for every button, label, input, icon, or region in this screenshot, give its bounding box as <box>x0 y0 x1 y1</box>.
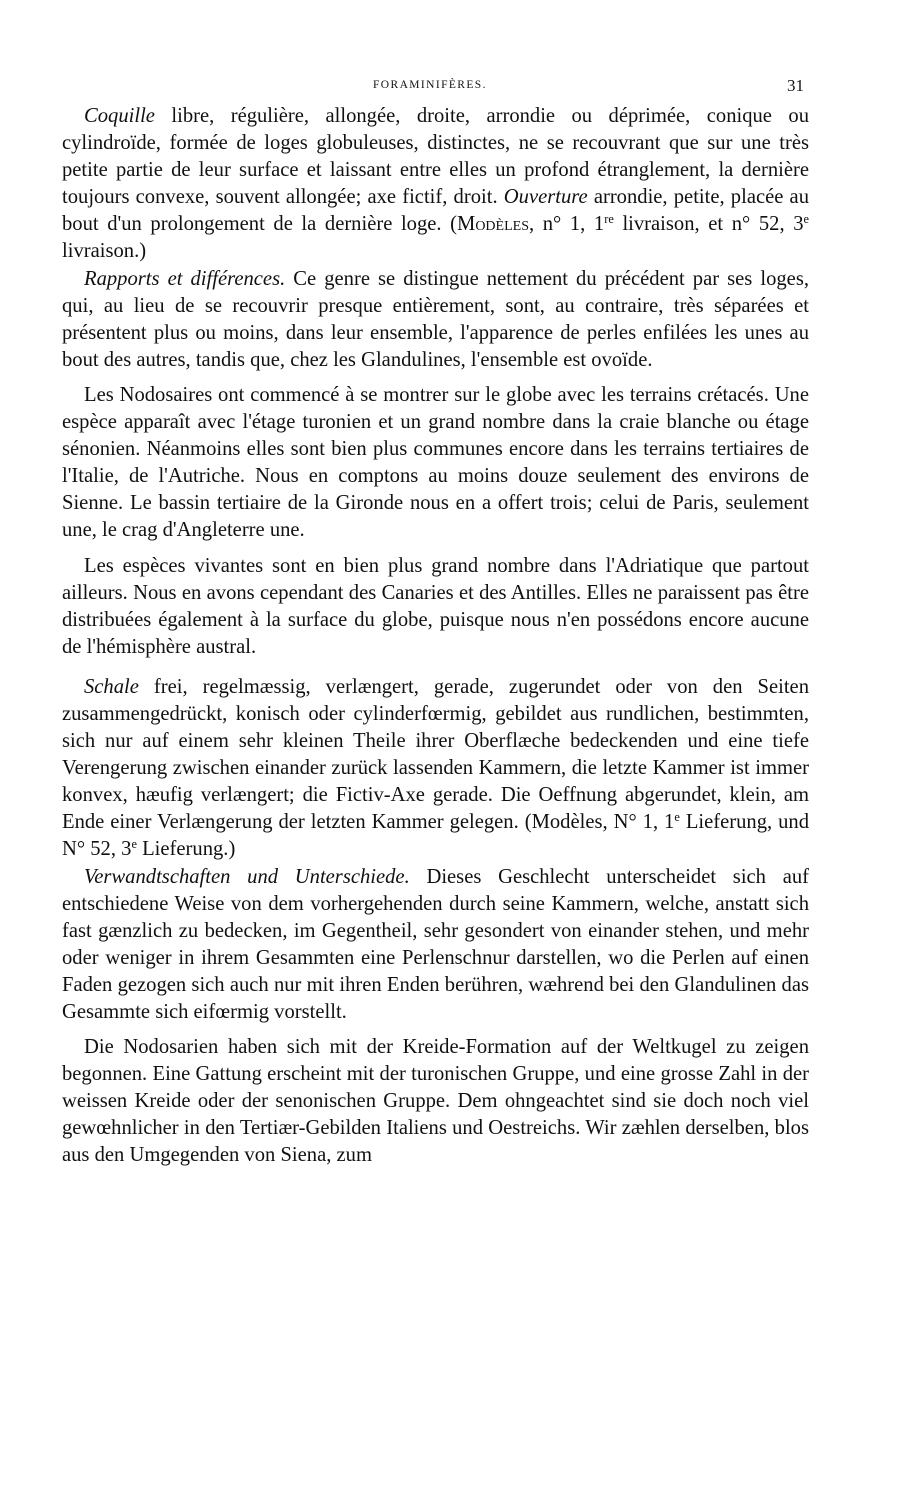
term-schale: Schale <box>84 675 139 698</box>
french-description-paragraph: Coquille libre, régulière, allongée, droite, arrondie ou déprimée, conique ou cylindroïde, formée de loges globuleuses, distinctes, ne se recouvrant que sur une très petite partie de leur surface et laissant entre elles un profond étranglement, la dernière toujours convexe, souvent allongée; axe fictif, droit. Ouverture arrondie, petite, placée au bout d'un prolongement de la dernière loge. (Modèles, n° 1, 1re livraison, et n° 52, 3e livraison.) <box>62 105 809 263</box>
running-head <box>0 76 900 98</box>
german-description-paragraph: Schale frei, regelmæssig, verlængert, gerade, zugerundet oder von den Seiten zusammengedrückt, konisch oder cylinderfœrmig, gebildet aus rundlichen, bestimmten, sich nur auf einem sehr kleinen Theile ihrer Oberflæche bedeckenden und eine tiefe Verengerung zwischen einander zurück lassenden Kammern, die letzte Kammer ist immer konvex, hæufig verlængert; die Fictiv-Axe gerade. Die Oeffnung abgerundet, klein, am Ende einer Verlængerung der letzten Kammer gelegen. (Modèles, N° 1, 1e Lieferung, und N° 52, 3e Lieferung.) <box>62 675 809 861</box>
page-number: 31 <box>787 76 804 95</box>
term-verwandtschaften: Verwandtschaften und Unterschiede. <box>84 865 410 888</box>
term-coquille: Coquille <box>84 105 155 127</box>
term-ouverture: Ouverture <box>503 186 588 209</box>
body-text <box>62 103 809 1170</box>
french-living-paragraph: Les espèces vivantes sont en bien plus grand nombre dans l'Adriatique que partout ailleurs. Nous en avons cependant des Canaries et des Antilles. Elles ne paraissent pas être distribuées également à la surface du globe, puisque nous n'en possédons encore aucune de l'hémisphère austral. <box>62 554 809 658</box>
term-rapports: Rapports et différences. <box>84 267 286 290</box>
running-title: FORAMINIFÈRES. <box>373 79 487 91</box>
german-fossil-paragraph: Die Nodosarien haben sich mit der Kreide-Formation auf der Weltkugel zu zeigen begonnen. Eine Gattung erscheint mit der turonischen Gruppe, und eine grosse Zahl in der weissen Kreide oder der senonischen Gruppe. Dem ohngeachtet sind sie doch noch viel gewœhnlicher in den Tertiær-Gebilden Italiens und Oestreichs. Wir zæhlen derselben, blos aus den Umgegenden von Siena, zum <box>62 1036 809 1167</box>
french-fossil-paragraph: Les Nodosaires ont commencé à se montrer sur le globe avec les terrains crétacés. Une espèce apparaît avec l'étage turonien et un grand nombre dans la craie blanche ou étage sénonien. Néanmoins elles sont bien plus communes encore dans les terrains tertiaires de l'Italie, de l'Autriche. Nous en comptons au moins douze seulement des environs de Sienne. Le bassin tertiaire de la Gironde nous en a offert trois; celui de Paris, seulement une, le crag d'Angleterre une. <box>62 383 809 542</box>
german-verwandtschaften-paragraph: Verwandtschaften und Unterschiede. Dieses Geschlecht unterscheidet sich auf entschiedene Weise von dem vorhergehenden durch seine Kammern, welche, anstatt sich fast gænzlich zu bedecken, im Gegentheil, sehr gesondert von einander stehen, und mehr oder weniger in ihrem Gesammten eine Perlenschnur darstellen, wo die Perlen auf einen Faden gezogen sich auch nur mit ihren Enden berühren, wæhrend bei den Glandulinen das Gesammte sich eifœrmig vorstellt. <box>62 865 809 1023</box>
french-rapports-paragraph: Rapports et différences. Ce genre se distingue nettement du précédent par ses loges, qui, au lieu de se recouvrir presque entièrement, sont, au contraire, très séparées et présentent plus ou moins, dans leur ensemble, l'apparence de perles enfilées les unes au bout des autres, tandis que, chez les Glandulines, l'ensemble est ovoïde. <box>62 267 809 371</box>
modeles-label: Modèles <box>457 213 529 236</box>
